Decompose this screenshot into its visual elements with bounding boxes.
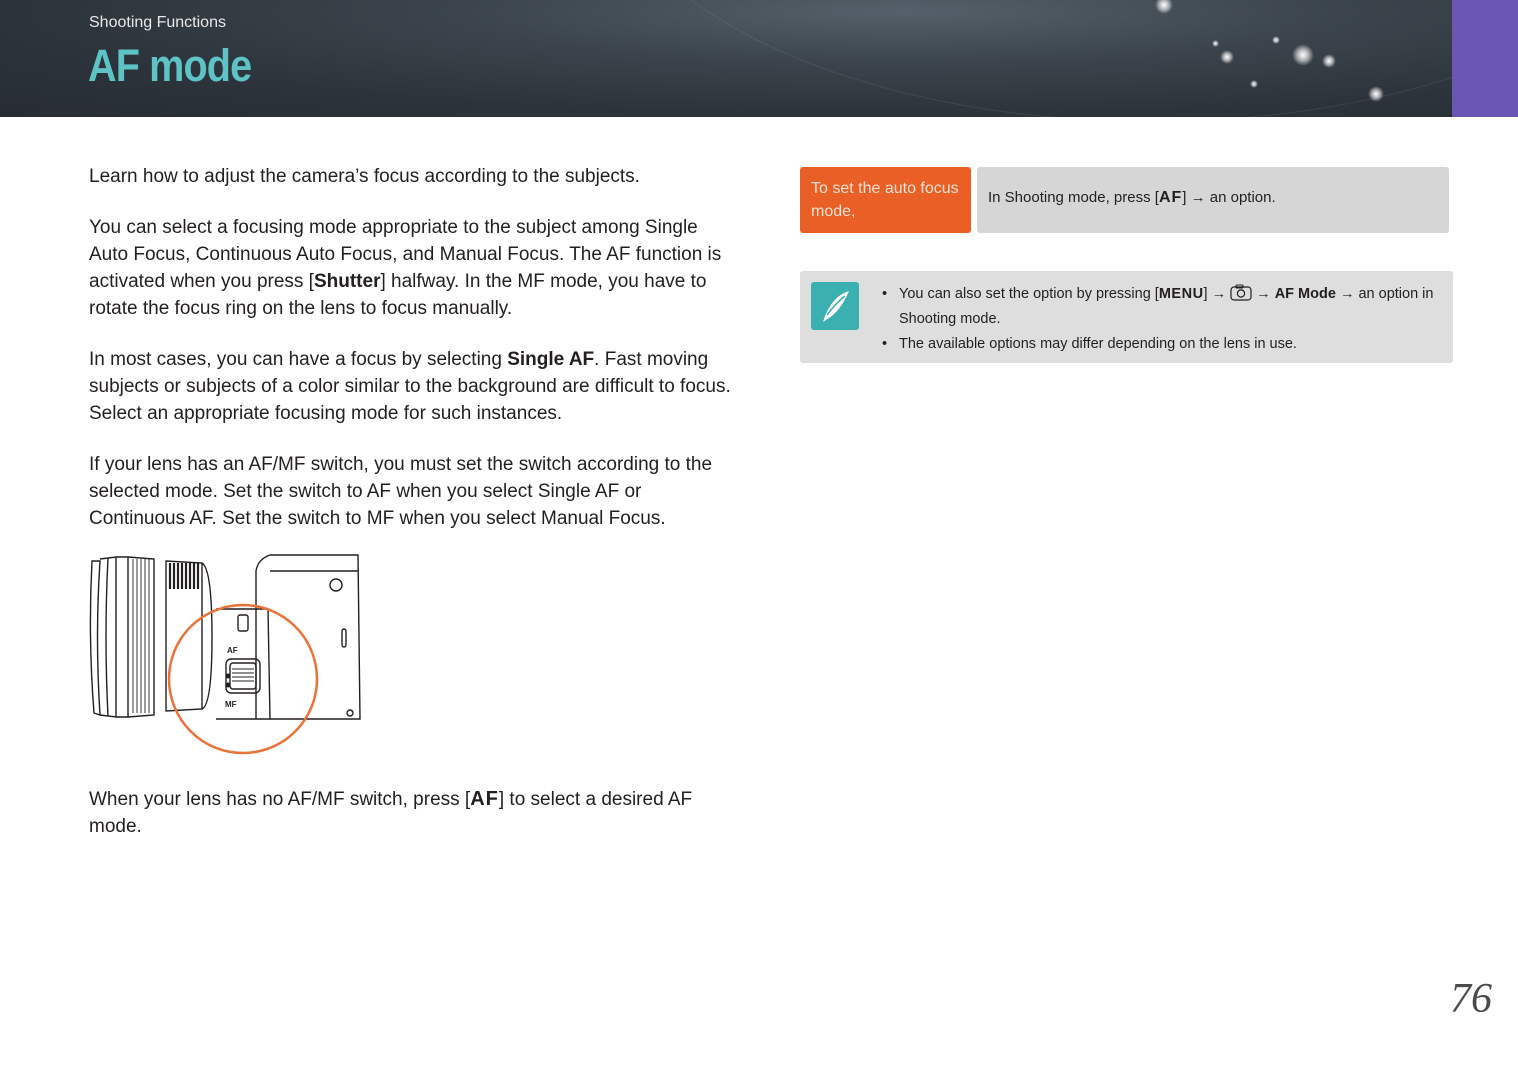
sparkle-decoration: [1212, 40, 1219, 47]
camera-af-mf-switch-illustration: [88, 549, 368, 759]
switch-mf-label: MF: [225, 700, 237, 709]
af-mode-menu-label: AF Mode: [1274, 286, 1336, 302]
af-button-icon: AF: [470, 788, 499, 810]
sparkle-decoration: [1368, 86, 1384, 102]
sparkle-decoration: [1220, 50, 1234, 64]
sparkle-decoration: [1322, 54, 1336, 68]
sparkle-decoration: [1272, 36, 1280, 44]
single-af-paragraph: In most cases, you can have a focus by selecting Single AF. Fast moving subjects or subjects of a color similar to the background are difficult to focus. Select an appropriate focusing mode for such instances.: [89, 349, 731, 424]
chapter-tab: [1452, 0, 1518, 117]
how-to-label: To set the auto focus mode,: [800, 167, 971, 233]
single-af-label: Single AF: [507, 349, 595, 370]
intro-paragraph: Learn how to adjust the camera’s focus according to the subjects.: [89, 166, 640, 187]
how-to-instruction: In Shooting mode, press [AF] → an option.: [977, 167, 1449, 233]
note-pen-icon: [811, 282, 859, 330]
shutter-key-label: Shutter: [313, 271, 381, 292]
how-to-box: [800, 167, 1450, 233]
focus-modes-paragraph: You can select a focusing mode appropriate to the subject among Single Auto Focus, Continuous Auto Focus, and Manual Focus. The AF function is activated when you press [Shutter] halfway. In the MF mode, you have to rotate the focus ring on the lens to focus manually.: [89, 217, 722, 319]
page-number: 76: [1450, 976, 1492, 1022]
menu-button-icon: MENU: [1158, 286, 1204, 302]
section-label: Shooting Functions: [89, 14, 226, 31]
camera-icon: [1230, 284, 1252, 308]
main-text: [89, 163, 734, 556]
note-list: [882, 283, 1442, 358]
af-button-icon: AF: [1158, 189, 1183, 206]
page-title: AF mode: [88, 40, 252, 91]
note-box: [800, 271, 1453, 363]
sparkle-decoration: [1292, 44, 1314, 66]
note-item: • The available options may differ depending on the lens in use.: [882, 333, 1442, 355]
switch-paragraph: If your lens has an AF/MF switch, you must set the switch according to the selected mode. Set the switch to AF when you select Single AF or Continuous AF. Set the switch to MF when you select Manual Focus.: [89, 454, 713, 529]
no-switch-paragraph: When your lens has no AF/MF switch, press [AF] to select a desired AF mode.: [89, 788, 693, 837]
sparkle-decoration: [1250, 80, 1258, 88]
switch-highlight-circle: [169, 605, 317, 753]
switch-af-label: AF: [227, 646, 238, 655]
note-item: • You can also set the option by pressing [MENU] → → AF Mode → an option in Shooting mode.: [882, 283, 1442, 330]
